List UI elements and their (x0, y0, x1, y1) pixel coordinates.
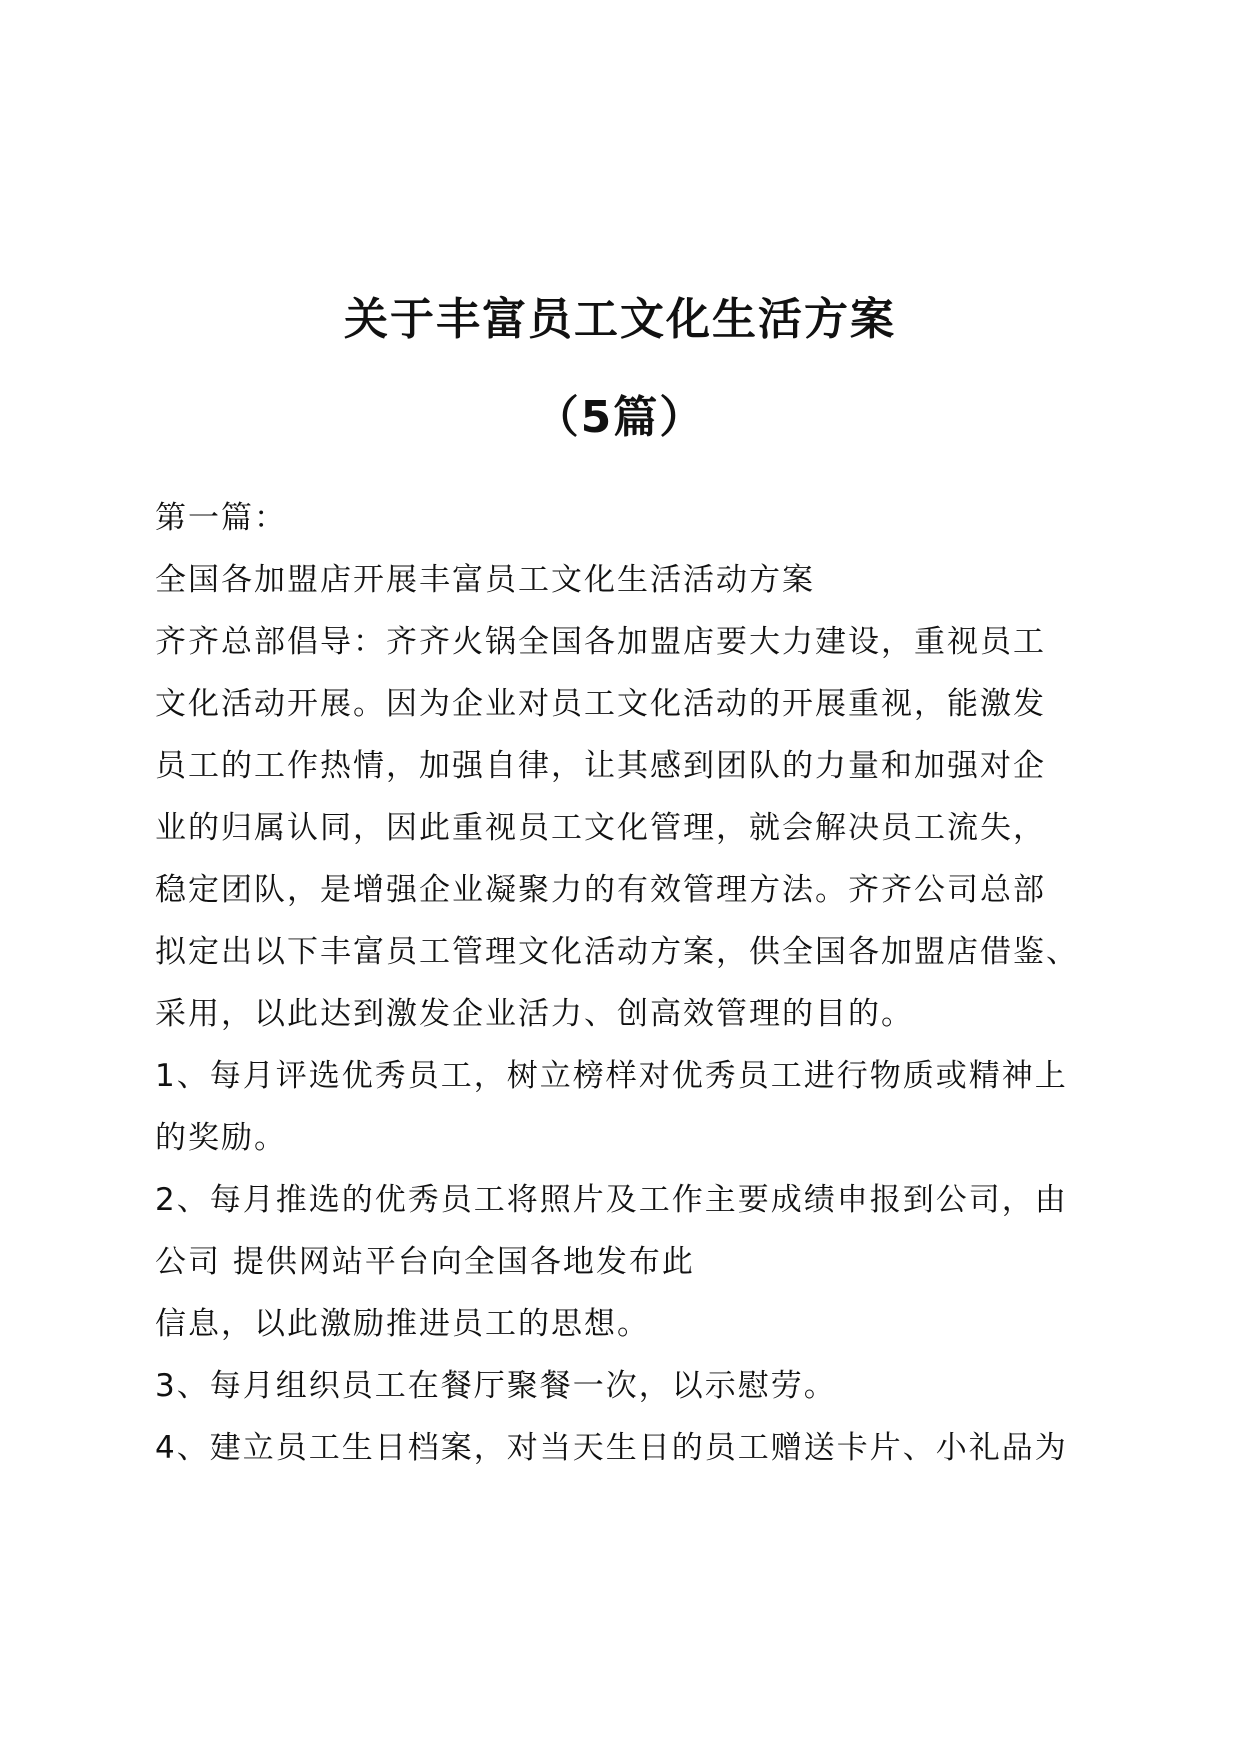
list-item-line: 信息，以此激励推进员工的思想。 (155, 1306, 650, 1342)
body-line: 文化活动开展。因为企业对员工文化活动的开展重视，能激发 (155, 686, 1046, 722)
document-title: 关于丰富员工文化生活方案 (344, 294, 896, 345)
section-heading: 第一篇： (155, 500, 287, 536)
list-item-line: 4、建立员工生日档案，对当天生日的员工赠送卡片、小礼品为 (155, 1430, 1068, 1466)
list-item-line: 公司 提供网站平台向全国各地发布此 (155, 1244, 695, 1280)
list-item-line: 3、每月组织员工在餐厅聚餐一次，以示慰劳。 (155, 1368, 837, 1404)
body-line: 采用，以此达到激发企业活力、创高效管理的目的。 (155, 996, 914, 1032)
list-item-line: 1、每月评选优秀员工，树立榜样对优秀员工进行物质或精神上 (155, 1058, 1068, 1094)
section-title: 全国各加盟店开展丰富员工文化生活活动方案 (155, 562, 815, 598)
body-line: 稳定团队，是增强企业凝聚力的有效管理方法。齐齐公司总部 (155, 872, 1046, 908)
body-line: 拟定出以下丰富员工管理文化活动方案，供全国各加盟店借鉴、 (155, 934, 1079, 970)
body-line: 业的归属认同，因此重视员工文化管理，就会解决员工流失， (155, 810, 1046, 846)
list-item-line: 2、每月推选的优秀员工将照片及工作主要成绩申报到公司，由 (155, 1182, 1068, 1218)
body-line: 员工的工作热情，加强自律，让其感到团队的力量和加强对企 (155, 748, 1046, 784)
document-subtitle: （5篇） (534, 392, 706, 443)
list-item-line: 的奖励。 (155, 1120, 287, 1156)
body-line: 齐齐总部倡导：齐齐火锅全国各加盟店要大力建设，重视员工 (155, 624, 1046, 660)
